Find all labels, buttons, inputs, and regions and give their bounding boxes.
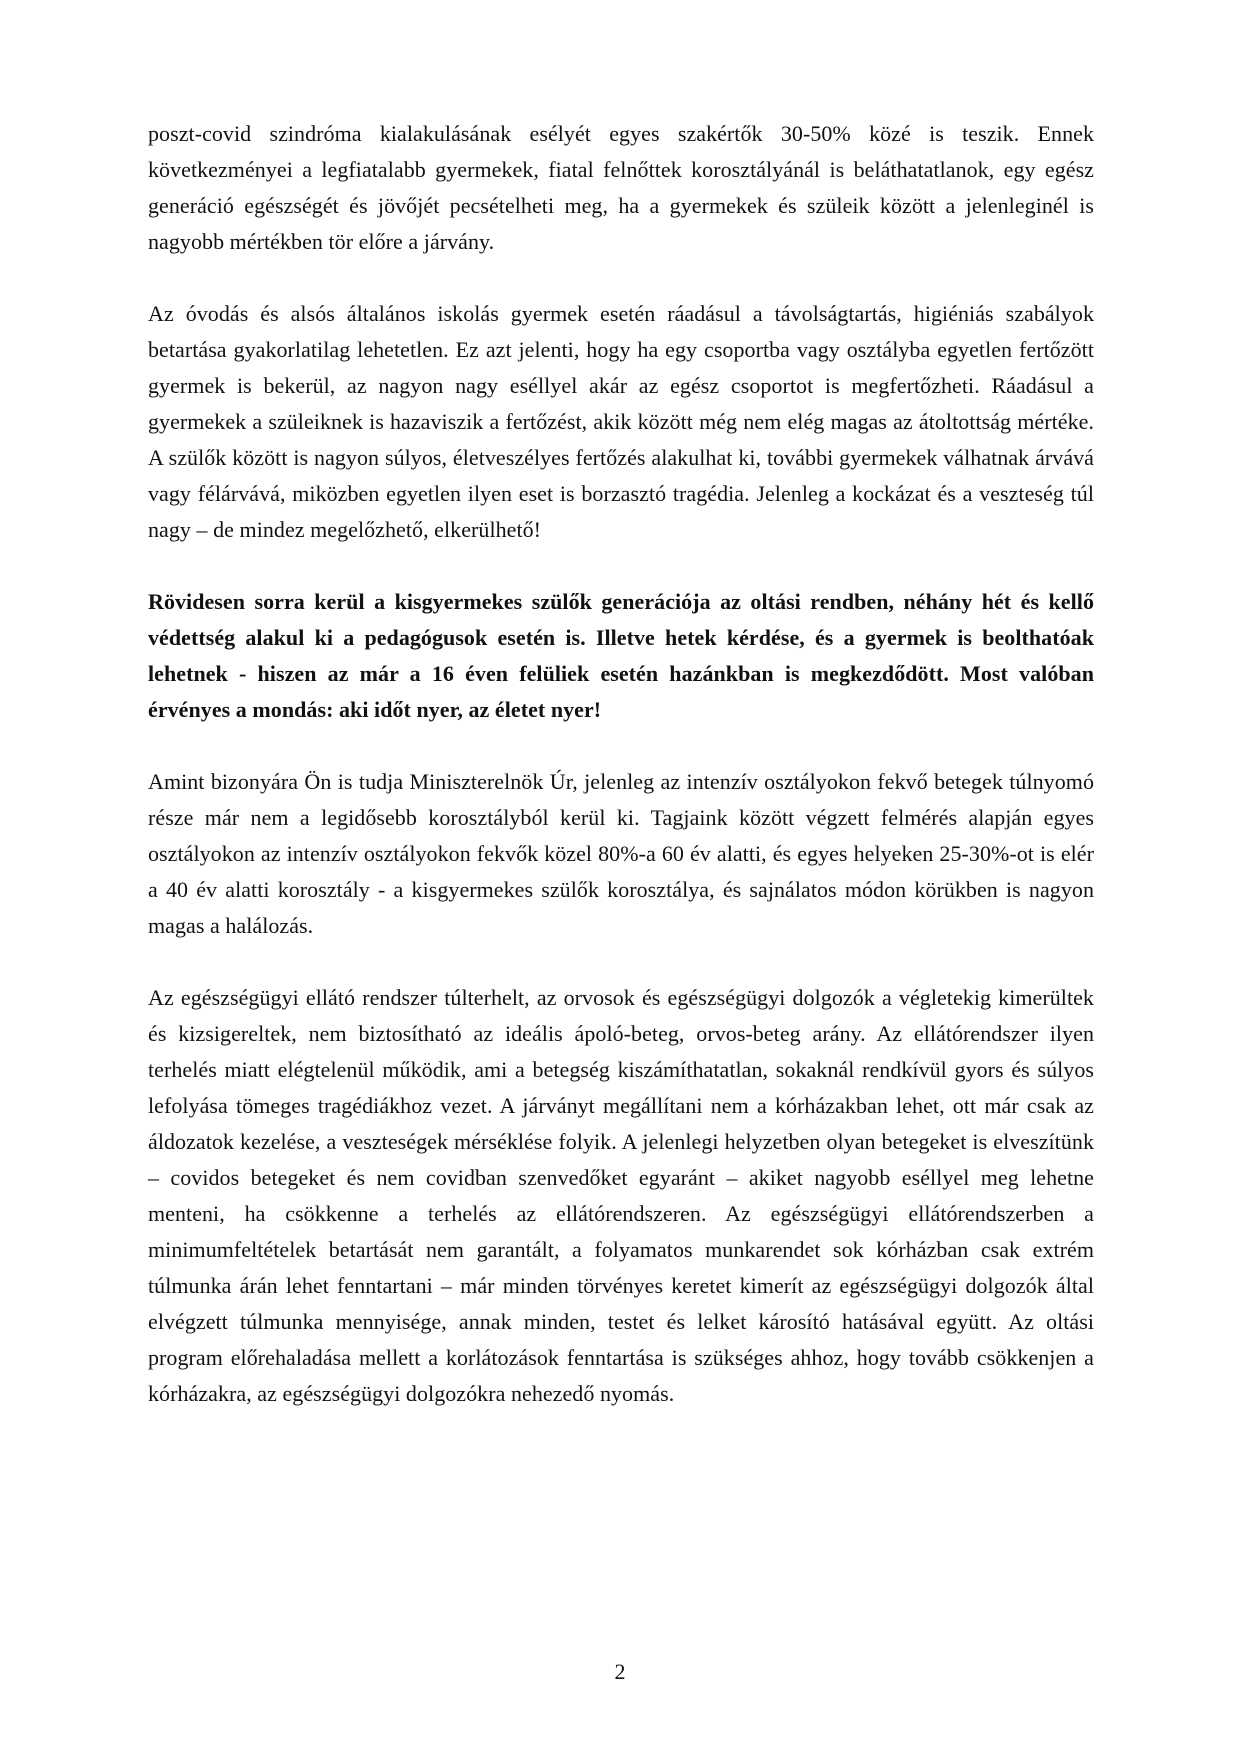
paragraph-healthcare-overload: Az egészségügyi ellátó rendszer túlterhelt, az orvosok és egészségügyi dolgozók a végletekig kimerültek és kizsigereltek, nem biztosítható az ideális ápoló-beteg, orvos-beteg arány. Az ellátórendszer ilyen terhelés miatt elégtelenül működik, ami a betegség kiszámíthatatlan, sokaknál rendkívül gyors és súlyos lefolyása tömeges tragédiákhoz vezet. A járványt megállítani nem a kórházakban lehet, ott már csak az áldozatok kezelése, a veszteségek mérséklése folyik. A jelenlegi helyzetben olyan betegeket is elveszítünk – covidos betegeket és nem covidban szenvedőket egyaránt – akiket nagyobb eséllyel meg lehetne menteni, ha csökkenne a terhelés az ellátórendszeren. Az egészségügyi ellátórendszerben a minimumfeltételek betartását nem garantált, a folyamatos munkarendet sok kórházban csak extrém túlmunka árán lehet fenntartani – már minden törvényes keretet kimerít az egészségügyi dolgozók által elvégzett túlmunka mennyisége, annak minden, testet és lelket károsító hatásával együtt. Az oltási program előrehaladása mellett a korlátozások fenntartása is szükséges ahhoz, hogy tovább csökkenjen a kórházakra, az egészségügyi dolgozókra nehezedő nyomás. [148,985,1094,1406]
page-number: 2 [614,1659,626,1684]
document-body [148,116,1094,1448]
paragraph-post-covid: poszt-covid szindróma kialakulásának esélyét egyes szakértők 30-50% közé is teszik. Ennek következményei a legfiatalabb gyermekek, fiatal felnőttek korosztályánál is beláthatatlanok, egy egész generáció egészségét és jövőjét pecsételheti meg, ha a gyermekek és szüleik között a jelenleginél is nagyobb mértékben tör előre a járvány. [148,121,1094,254]
paragraph-vaccination-timing: Rövidesen sorra kerül a kisgyermekes szülők generációja az oltási rendben, néhány hét és kellő védettség alakul ki a pedagógusok esetén is. Illetve hetek kérdése, és a gyermek is beolthatóak lehetnek - hiszen az már a 16 éven felüliek esetén hazánkban is megkezdődött. Most valóban érvényes a mondás: aki időt nyer, az életet nyer! [148,589,1094,722]
paragraph-intensive-care: Amint bizonyára Ön is tudja Miniszterelnök Úr, jelenleg az intenzív osztályokon fekvő betegek túlnyomó része már nem a legidősebb korosztályból kerül ki. Tagjaink között végzett felmérés alapján egyes osztályokon az intenzív osztályokon fekvők közel 80%-a 60 év alatti, és egyes helyeken 25-30%-ot is elér a 40 év alatti korosztály - a kisgyermekes szülők korosztálya, és sajnálatos módon körükben is nagyon magas a halálozás. [148,769,1094,938]
paragraph-kindergarten-risk: Az óvodás és alsós általános iskolás gyermek esetén ráadásul a távolságtartás, higiéniás szabályok betartása gyakorlatilag lehetetlen. Ez azt jelenti, hogy ha egy csoportba vagy osztályba egyetlen fertőzött gyermek is bekerül, az nagyon nagy eséllyel akár az egész csoportot is megfertőzheti. Ráadásul a gyermekek a szüleiknek is hazaviszik a fertőzést, akik között még nem elég magas az átoltottság mértéke. A szülők között is nagyon súlyos, életveszélyes fertőzés alakulhat ki, további gyermekek válhatnak árvává vagy félárvává, miközben egyetlen ilyen eset is borzasztó tragédia. Jelenleg a kockázat és a veszteség túl nagy – de mindez megelőzhető, elkerülhető! [148,301,1094,542]
